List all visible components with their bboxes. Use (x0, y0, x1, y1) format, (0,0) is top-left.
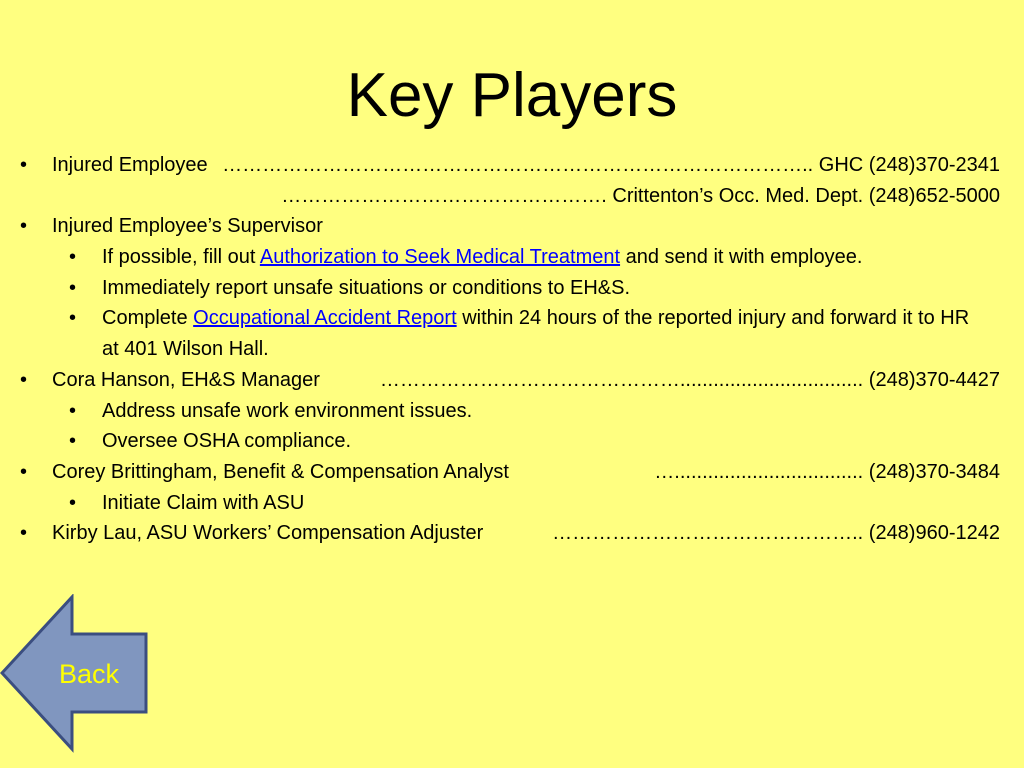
sub-item-prefix: If possible, fill out (102, 246, 260, 269)
item-contact-secondary: …………………………………………. Crittenton’s Occ. Med. Dept. (248)652-5000 (281, 184, 1000, 207)
item-contact: ……………………………………….. (248)960-1242 (552, 522, 1000, 545)
bullet: • (20, 522, 28, 545)
bullet: • (20, 368, 28, 391)
item-label: Kirby Lau, ASU Workers’ Compensation Adjuster (52, 522, 484, 545)
bullet: • (69, 307, 77, 330)
item-label: Injured Employee (52, 154, 208, 176)
bullet: • (20, 460, 28, 483)
sub-item-address-unsafe (18, 396, 1008, 427)
bullet: • (69, 276, 77, 299)
key-players-list (18, 150, 1008, 549)
item-contact: ….................................. (248)370-3484 (654, 460, 1000, 483)
sub-item-prefix: Complete (102, 307, 194, 330)
list-item-continuation (18, 181, 1008, 212)
accident-report-link[interactable]: Occupational Accident Report (193, 307, 457, 330)
bullet: • (20, 154, 28, 176)
item-label: Cora Hanson, EH&S Manager (52, 368, 320, 391)
sub-item-initiate-claim (18, 488, 1008, 519)
list-item-injured-employee (18, 150, 1008, 181)
sub-item-text: Address unsafe work environment issues. (102, 399, 473, 422)
list-item-supervisor (18, 211, 1008, 242)
item-label: Corey Brittingham, Benefit & Compensation Analyst (52, 460, 509, 483)
item-contact: ………………………………………................................. (248)370-4427 (379, 368, 1000, 391)
list-item-kirby-lau (18, 518, 1008, 549)
sub-item-report-unsafe (18, 273, 1008, 304)
back-button-label[interactable]: Back (59, 659, 120, 689)
item-contact: …………………………………………………………………………….. GHC (248)370-2341 (222, 154, 1000, 176)
sub-item-text: Immediately report unsafe situations or conditions to EH&S. (102, 276, 631, 299)
bullet: • (69, 491, 77, 514)
sub-item-accident-report (18, 303, 978, 364)
bullet: • (69, 246, 77, 269)
bullet: • (69, 430, 77, 453)
sub-item-text: Initiate Claim with ASU (102, 491, 305, 514)
authorization-link[interactable]: Authorization to Seek Medical Treatment (259, 246, 621, 269)
bullet: • (69, 399, 77, 422)
list-item-corey-brittingham (18, 457, 1008, 488)
sub-item-text: Oversee OSHA compliance. (102, 430, 351, 453)
bullet: • (20, 215, 28, 238)
sub-item-suffix: within 24 hours of the reported injury and forward it to HR at 401 Wilson Hall. (102, 307, 970, 361)
list-item-cora-hanson (18, 365, 1008, 396)
slide-title: Key Players (346, 61, 678, 130)
sub-item-suffix: and send it with employee. (620, 246, 863, 269)
item-label: Injured Employee’s Supervisor (52, 215, 323, 238)
sub-item-authorization (18, 242, 908, 273)
sub-item-osha (18, 426, 1008, 457)
